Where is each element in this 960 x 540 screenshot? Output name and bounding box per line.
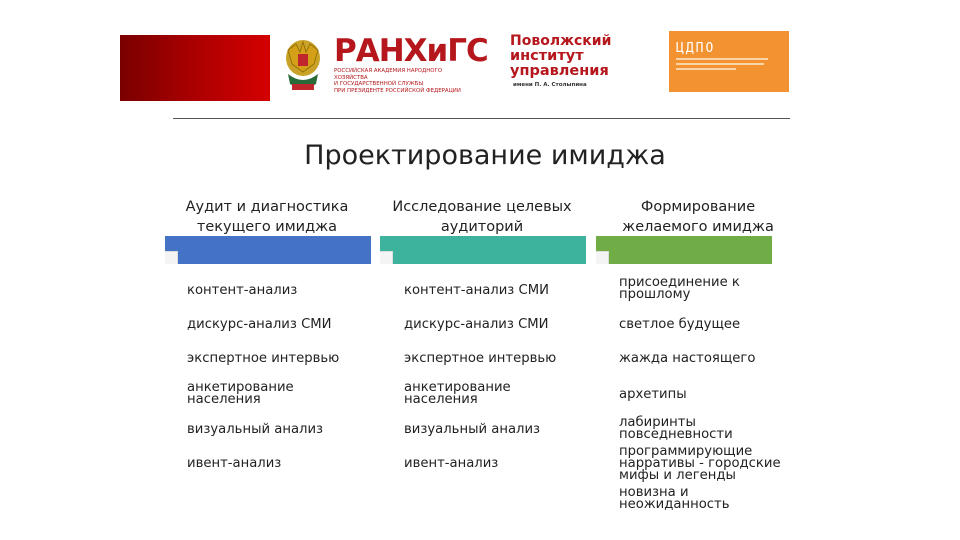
list-item: жажда настоящего <box>619 351 756 366</box>
list-item-line: мифы и легенды <box>619 468 736 483</box>
list-item: экспертное интервью <box>404 351 557 366</box>
column-header-audit <box>162 197 372 237</box>
column-bar-forming <box>596 236 772 264</box>
column-header-research <box>377 197 587 237</box>
ranx-subtitle-line: ПРИ ПРЕЗИДЕНТЕ РОССИЙСКОЙ ФЕДЕРАЦИИ <box>334 87 461 94</box>
bar-notch <box>380 251 393 264</box>
column-header-line: текущего имиджа <box>196 219 338 235</box>
list-item-line: новизна и <box>619 485 689 500</box>
cdpo-logo-caption <box>676 58 776 73</box>
double-headed-eagle-emblem-icon <box>282 36 324 94</box>
list-item: контент-анализ <box>187 283 298 298</box>
list-item-line: населения <box>187 392 261 407</box>
list-item-line: программирующие <box>619 444 753 459</box>
column-header-line: аудиторий <box>440 219 524 235</box>
ranx-subtitle-line: РОССИЙСКАЯ АКАДЕМИЯ НАРОДНОГО ХОЗЯЙСТВА <box>334 68 443 81</box>
column-header-line: Формирование <box>640 199 756 215</box>
column-header-line: Аудит и диагностика <box>185 199 349 215</box>
list-item <box>619 417 733 441</box>
list-item: ивент-анализ <box>404 456 499 471</box>
institute-line: Поволжский <box>510 33 612 49</box>
list-item-line: прошлому <box>619 287 691 302</box>
list-item <box>619 446 781 482</box>
institute-line: управления <box>510 63 609 79</box>
column-header-line: желаемого имиджа <box>622 219 774 235</box>
list-item <box>404 382 511 406</box>
column-bar-audit <box>165 236 371 264</box>
list-item: экспертное интервью <box>187 351 340 366</box>
list-item-line: повседневности <box>619 427 733 442</box>
list-item: архетипы <box>619 387 687 402</box>
column-bar-research <box>380 236 586 264</box>
red-brand-block <box>120 35 270 101</box>
cdpo-logo: ЦДПО <box>676 41 716 56</box>
list-item: дискурс-анализ СМИ <box>404 317 549 332</box>
ranx-logo-title: РАНХиГС <box>334 33 488 69</box>
institute-logo <box>510 34 620 79</box>
institute-named-after: имени П. А. Столыпина <box>513 82 587 88</box>
list-item-line: присоединение к <box>619 275 740 290</box>
list-item-line: анкетирование <box>404 380 511 395</box>
list-item <box>619 277 740 301</box>
institute-line: институт <box>510 48 584 64</box>
bar-notch <box>165 251 178 264</box>
header-divider <box>173 118 790 119</box>
list-item: дискурс-анализ СМИ <box>187 317 332 332</box>
list-item: визуальный анализ <box>187 422 324 437</box>
page-title: Проектирование имиджа <box>304 140 666 171</box>
list-item: контент-анализ СМИ <box>404 283 549 298</box>
ranx-subtitle-line: И ГОСУДАРСТВЕННОЙ СЛУЖБЫ <box>334 81 424 88</box>
list-item-line: неожиданность <box>619 497 730 512</box>
list-item-line: анкетирование <box>187 380 294 395</box>
list-item: визуальный анализ <box>404 422 541 437</box>
list-item-line: населения <box>404 392 478 407</box>
list-item <box>187 382 294 406</box>
list-item-line: нарративы - городские <box>619 456 781 471</box>
column-header-line: Исследование целевых <box>392 199 572 215</box>
ranx-logo-subtitle <box>334 68 474 94</box>
list-item: светлое будущее <box>619 317 741 332</box>
list-item: ивент-анализ <box>187 456 282 471</box>
column-header-forming <box>593 197 803 237</box>
list-item-line: лабиринты <box>619 415 696 430</box>
list-item <box>619 487 729 511</box>
bar-notch <box>596 251 609 264</box>
